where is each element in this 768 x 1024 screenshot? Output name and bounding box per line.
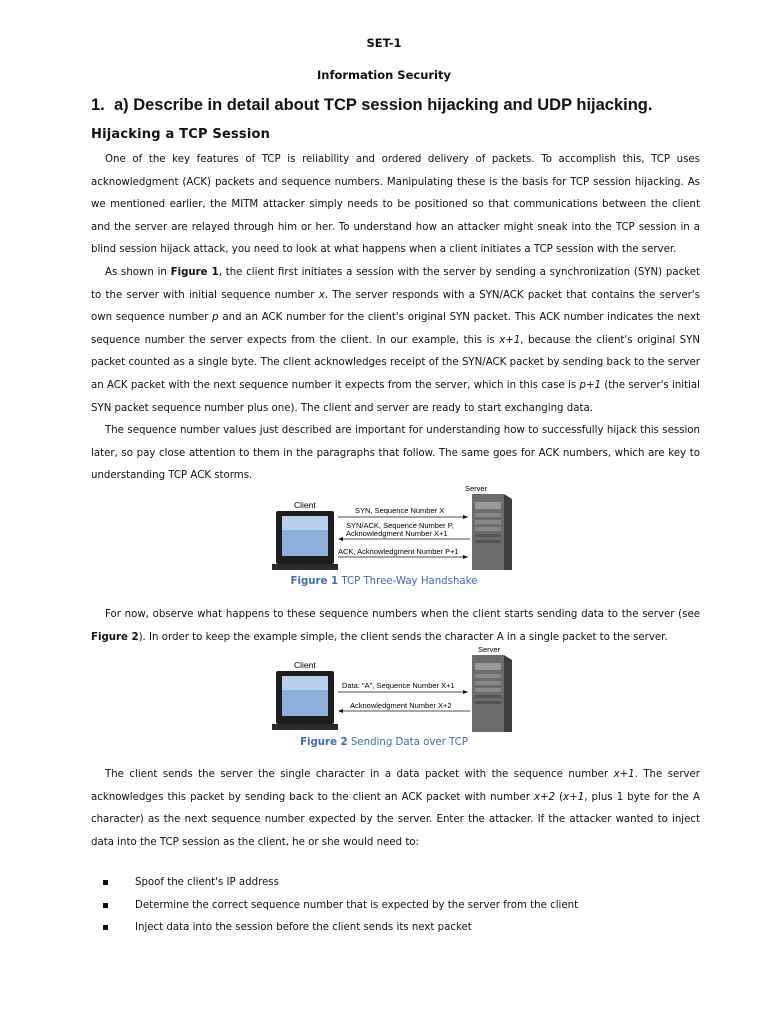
paragraph-1-text: One of the key features of TCP is reliability and ordered delivery of packets. To accomplish this, TCP uses acknowledgment (ACK) packets and sequence numbers. Manipulating these is the basis for TCP session hijacking. As we mentioned earlier, the MITM attacker simply needs to be positioned so that communications between the client and the server are relayed through him or her. To understand how an attacker might sneak into the TCP session in a blind session hijack attack, you need to look at what happens when a client initiates a TCP session with the server. bbox=[91, 154, 700, 256]
fig2-server-icon bbox=[472, 655, 512, 732]
fig2-client-computer-icon bbox=[272, 671, 338, 730]
fig2-arrow-data-label: Data: "A", Sequence Number X+1 bbox=[342, 681, 455, 690]
figure-1-ref: Figure 1 bbox=[170, 267, 219, 278]
p5-var-x1b: x+1 bbox=[563, 791, 585, 803]
p5-var-x2: x+2 bbox=[534, 791, 556, 803]
p2-text-b: , the client first initiates a session with the server by sending a synchronization (SYN) packet to the server with initial sequence number bbox=[91, 267, 700, 301]
paragraph-2 bbox=[91, 262, 700, 420]
figure-1-caption bbox=[0, 576, 768, 587]
fig2-server-label: Server bbox=[478, 645, 501, 654]
fig1-server-icon bbox=[472, 494, 512, 570]
paragraph-3-text: The sequence number values just described are important for understanding how to successfully hijack this session later, so pay close attention to them in the paragraphs that follow. The same goes for ACK numbers, which are key to understanding TCP ACK storms. bbox=[91, 425, 700, 482]
set-label: SET-1 bbox=[366, 36, 402, 50]
p2-text-e: , because the client's original SYN packet counted as a single byte. The client acknowledges receipt of the SYN/ACK packet by sending back to the server an ACK packet with the next sequence number it expects from the server, which in this case is bbox=[91, 334, 700, 391]
fig1-arrow-synack-label-1: SYN/ACK, Sequence Number P, bbox=[346, 521, 454, 530]
figure-2-caption-text: Sending Data over TCP bbox=[347, 737, 468, 748]
paragraph-1 bbox=[91, 149, 700, 262]
p2-text-f: (the server's initial SYN packet sequence number plus one). The client and server are ready to start exchanging data. bbox=[91, 379, 701, 414]
figure-1-caption-text: TCP Three-Way Handshake bbox=[338, 576, 478, 587]
figure-2-ref: Figure 2 bbox=[91, 631, 139, 643]
p2-var-p1: p+1 bbox=[579, 379, 601, 391]
p2-text-a: As shown in bbox=[105, 267, 171, 278]
section-title: Hijacking a TCP Session bbox=[91, 127, 271, 142]
fig1-arrow-ack-label: ACK, Acknowledgment Number P+1 bbox=[338, 547, 459, 556]
p2-var-x1: x+1 bbox=[499, 334, 521, 346]
question-text: a) Describe in detail about TCP session hijacking and UDP hijacking. bbox=[113, 96, 653, 114]
bullet-icon bbox=[103, 880, 108, 885]
fig1-server-label: Server bbox=[465, 484, 488, 493]
bullet-text: Determine the correct sequence number that is expected by the server from the client bbox=[135, 899, 579, 911]
p2-text-d: and an ACK number for the client's original SYN packet. This ACK number indicates the next sequence number the server expects from the client. In our example, this is bbox=[91, 312, 700, 346]
p2-var-x: x bbox=[318, 289, 325, 301]
p5-var-x1: x+1 bbox=[613, 769, 635, 780]
subject-label: Information Security bbox=[316, 68, 451, 82]
fig1-arrow-syn-label: SYN, Sequence Number X bbox=[355, 506, 445, 515]
question-number: 1. bbox=[91, 96, 105, 114]
bullet-text: Spoof the client's IP address bbox=[135, 877, 279, 888]
question-heading bbox=[91, 96, 652, 115]
fig1-client-computer-icon bbox=[272, 511, 338, 570]
p5-text-b: . The server acknowledges this packet by sending back to the client an ACK packet with number bbox=[91, 769, 700, 803]
p5-text-d: , plus 1 byte for the A character) as the next sequence number expected by the server. Enter the attacker. If the attacker wanted to inject data into the TCP session as the client, he or she would need to: bbox=[91, 791, 700, 848]
p5-text-c: ( bbox=[555, 791, 564, 803]
figure-2-caption-number: Figure 2 bbox=[300, 737, 348, 748]
p2-var-p: p bbox=[212, 312, 219, 324]
p4-text-a: For now, observe what happens to these sequence numbers when the client starts sending data to the server (see bbox=[105, 609, 700, 620]
bullet-icon bbox=[103, 925, 108, 930]
p5-text-a: The client sends the server the single character in a data packet with the sequence number bbox=[105, 769, 614, 780]
fig2-client-label: Client bbox=[294, 660, 316, 670]
bullet-icon bbox=[103, 903, 108, 908]
p2-text-c: . The server responds with a SYN/ACK packet that contains the server's own sequence number bbox=[91, 289, 700, 324]
paragraph-3 bbox=[91, 420, 700, 488]
figure-1-caption-number: Figure 1 bbox=[290, 576, 339, 587]
p4-text-b: ). In order to keep the example simple, the client sends the character A in a single packet to the server. bbox=[138, 631, 668, 643]
fig2-arrow-ack-label: Acknowledgment Number X+2 bbox=[350, 701, 452, 710]
fig1-arrow-synack-label-2: Acknowledgment Number X+1 bbox=[346, 529, 448, 538]
figure-2-diagram bbox=[272, 642, 522, 738]
bullet-text: Inject data into the session before the client sends its next packet bbox=[135, 922, 472, 934]
figure-2-caption bbox=[0, 737, 768, 748]
fig1-client-label: Client bbox=[294, 500, 316, 510]
paragraph-5 bbox=[91, 764, 700, 854]
figure-1-diagram bbox=[272, 480, 522, 580]
